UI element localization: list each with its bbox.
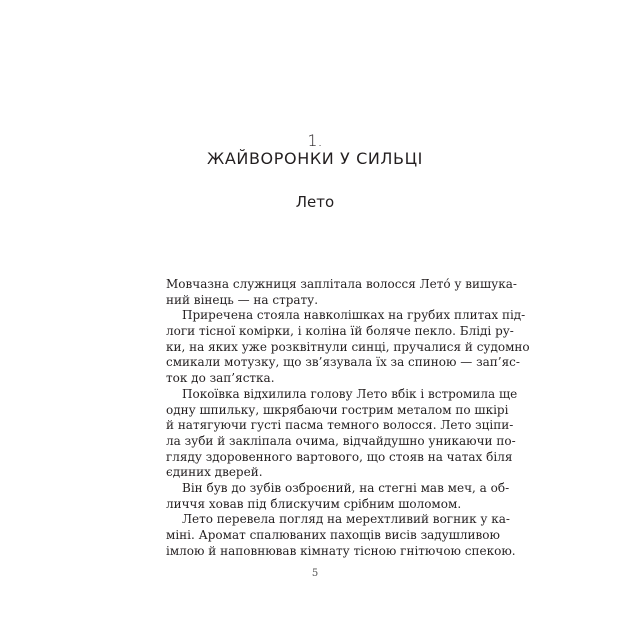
chapter-number: 1. (307, 131, 323, 150)
text-line: ток до зап’ястка. (166, 371, 275, 386)
text-line: личчя ховав під блискучим срібним шоломом. (166, 496, 462, 511)
text-line: Мовчазна служниця заплітала волосся Лето́ у вишука- (166, 277, 517, 291)
text-line: імлою й наповнював кімнату тісною гнітючою спекою. (166, 543, 516, 558)
text-line: одну шпильку, шкрябаючи гострим металом по шкірі (166, 402, 509, 417)
text-line: Він був до зубів озброєний, на стегні мав меч, а об- (182, 480, 510, 495)
text-line: гляду здоровенного вартового, що стояв на чатах біля (166, 449, 513, 464)
text-line: Лето перевела погляд на мерехтливий вогник у ка- (182, 512, 510, 527)
text-line: й натягуючи густі пасма темного волосся. Лето зціпи- (166, 418, 514, 433)
text-line: ки, на яких уже розквітнули синці, пручалися й судомно (166, 339, 530, 354)
paragraph (166, 308, 530, 386)
text-line: логи тісної комірки, і коліна їй боляче пекло. Бліді ру- (166, 324, 514, 339)
text-line: Приречена стояла навколішках на грубих плитах під- (182, 308, 526, 323)
paragraph (166, 386, 518, 481)
text-line: ний вінець — на страту. (166, 292, 319, 307)
paragraph (166, 277, 517, 308)
text-line: смикали мотузку, що зв’язувала їх за спиною — зап’яс- (166, 355, 520, 370)
paragraph (166, 480, 510, 512)
text-line: ла зуби й закліпала очима, відчайдушно уникаючи по- (166, 433, 516, 448)
page-number: 5 (311, 568, 319, 579)
text-line: міні. Аромат спалюваних пахощів висів задушливою (166, 528, 500, 542)
body-text (166, 277, 530, 559)
chapter-title: ЖАЙВОРОНКИ У СИЛЬЦІ (207, 149, 423, 168)
section-title: Лето (295, 193, 335, 211)
paragraph (166, 512, 516, 559)
text-line: єдиних дверей. (166, 465, 263, 480)
text-line: Покоївка відхилила голову Лето вбік і встромила ще (182, 386, 518, 401)
